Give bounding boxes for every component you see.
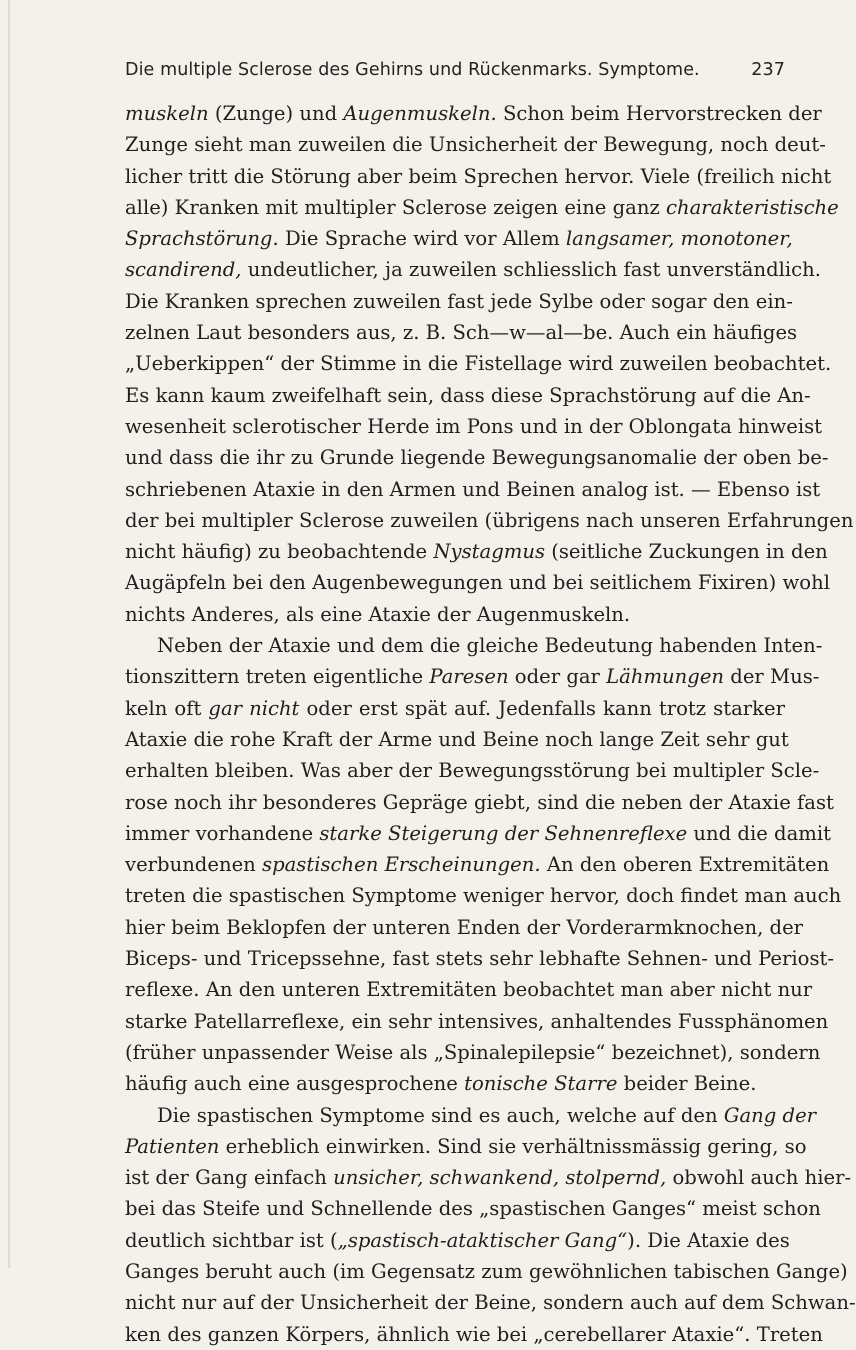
text-segment: Die Kranken sprechen zuweilen fast jede Sylbe oder sogar den ein- bbox=[125, 289, 793, 313]
text-line bbox=[125, 1006, 829, 1037]
emphasis-text: spastischen Erscheinungen. bbox=[262, 853, 541, 877]
text-segment: und die damit bbox=[687, 821, 832, 845]
text-segment: starke Patellarreflexe, ein sehr intensives, anhaltendes Fussphänomen bbox=[125, 1009, 829, 1033]
emphasis-text: unsicher, schwankend, stolpernd, bbox=[333, 1166, 667, 1190]
text-segment: zelnen Laut besonders aus, z. B. Sch—w—al—be. Auch ein häufiges bbox=[125, 321, 798, 345]
text-line bbox=[125, 192, 839, 223]
emphasis-text: Nystagmus bbox=[433, 540, 545, 564]
text-line bbox=[125, 630, 823, 661]
text-line bbox=[125, 317, 798, 348]
text-segment: bei das Steife und Schnellende des „spastischen Ganges“ meist schon bbox=[125, 1197, 821, 1221]
text-line bbox=[125, 505, 854, 536]
text-segment: Zunge sieht man zuweilen die Unsicherheit der Bewegung, noch deut- bbox=[125, 133, 826, 157]
text-line bbox=[125, 599, 785, 630]
text-line bbox=[125, 442, 829, 473]
text-line bbox=[125, 943, 835, 974]
text-segment: Schon beim Hervorstrecken der bbox=[496, 102, 822, 125]
text-segment: verbundenen bbox=[125, 853, 263, 877]
text-line bbox=[125, 161, 832, 192]
text-segment: der bei multipler Sclerose zuweilen (übrigens nach unseren Erfahrungen bbox=[125, 508, 854, 532]
text-segment: nicht nur auf der Unsicherheit der Beine, sondern auch auf dem Schwan- bbox=[125, 1291, 856, 1315]
text-segment: Es kann kaum zweifelhaft sein, dass diese Sprachstörung auf die An- bbox=[125, 383, 811, 407]
text-line bbox=[125, 254, 821, 285]
text-segment: nicht häufig) zu beobachtende bbox=[125, 540, 434, 564]
text-line bbox=[125, 1100, 817, 1131]
text-segment: Augäpfeln bei den Augenbewegungen und bei seitlichem Fixiren) wohl bbox=[125, 571, 830, 595]
body-text bbox=[125, 98, 856, 1350]
text-line bbox=[125, 1225, 790, 1256]
text-segment: Die Sprache wird vor Allem bbox=[278, 227, 566, 251]
text-line bbox=[125, 411, 823, 442]
text-segment: (seitliche Zuckungen in den bbox=[545, 540, 828, 564]
text-line bbox=[125, 849, 830, 880]
emphasis-text: Augenmuskeln. bbox=[343, 102, 497, 125]
text-segment: immer vorhandene bbox=[125, 821, 320, 845]
emphasis-text: Paresen bbox=[429, 665, 509, 689]
running-head-title: Die multiple Sclerose des Gehirns und Rückenmarks. Symptome. bbox=[125, 60, 700, 80]
page-number: 237 bbox=[751, 60, 785, 80]
text-segment: oder erst spät auf. Jedenfalls kann trotz starker bbox=[299, 696, 785, 720]
text-segment: ). Die Ataxie des bbox=[627, 1228, 790, 1252]
text-line bbox=[125, 223, 793, 254]
text-segment: An den oberen Extremitäten bbox=[540, 853, 830, 877]
text-segment: nichts Anderes, als eine Ataxie der Augenmuskeln. bbox=[125, 602, 631, 626]
page-gutter-shadow bbox=[8, 0, 11, 1268]
text-segment: keln oft bbox=[125, 696, 209, 720]
emphasis-text: gar nicht bbox=[208, 696, 300, 720]
text-segment: (früher unpassender Weise als „Spinalepilepsie“ bezeichnet), sondern bbox=[125, 1040, 821, 1064]
emphasis-text: Lähmungen bbox=[606, 665, 725, 689]
emphasis-text: Gang der bbox=[723, 1103, 817, 1127]
text-line bbox=[125, 1037, 821, 1068]
text-line bbox=[125, 1068, 785, 1099]
text-line bbox=[125, 974, 813, 1005]
emphasis-text: scandirend, bbox=[125, 258, 242, 282]
text-line bbox=[125, 693, 785, 724]
text-segment: Biceps- und Tricepssehne, fast stets sehr lebhafte Sehnen- und Periost- bbox=[125, 947, 835, 971]
text-line bbox=[125, 1256, 848, 1287]
text-line bbox=[125, 880, 842, 911]
text-segment: tionszittern treten eigentliche bbox=[125, 665, 430, 689]
text-line bbox=[125, 724, 789, 755]
text-segment: wesenheit sclerotischer Herde im Pons und in der Oblongata hinweist bbox=[125, 414, 823, 438]
text-segment: alle) Kranken mit multipler Sclerose zeigen eine ganz bbox=[125, 195, 667, 219]
text-line bbox=[125, 755, 820, 786]
text-segment: treten die spastischen Symptome weniger hervor, doch findet man auch bbox=[125, 884, 842, 908]
text-segment: hier beim Beklopfen der unteren Enden der Vorderarmknochen, der bbox=[125, 915, 804, 939]
emphasis-text: „spastisch-ataktischer Gang“ bbox=[337, 1228, 628, 1252]
text-segment: (Zunge) und bbox=[208, 102, 344, 125]
emphasis-text: langsamer, monotoner, bbox=[565, 227, 793, 251]
text-line bbox=[125, 380, 811, 411]
text-line bbox=[125, 348, 832, 379]
emphasis-text: muskeln bbox=[125, 102, 209, 125]
text-line bbox=[125, 474, 821, 505]
text-line bbox=[125, 1131, 807, 1162]
text-segment: deutlich sichtbar ist ( bbox=[125, 1228, 338, 1252]
text-segment: schriebenen Ataxie in den Armen und Beinen analog ist. — Ebenso ist bbox=[125, 477, 821, 501]
text-segment: beider Beine. bbox=[617, 1072, 757, 1096]
text-segment: rose noch ihr besonderes Gepräge giebt, sind die neben der Ataxie fast bbox=[125, 790, 834, 814]
text-line bbox=[125, 787, 834, 818]
text-segment: oder gar bbox=[508, 665, 607, 689]
running-head bbox=[125, 60, 785, 86]
text-line bbox=[125, 1193, 821, 1224]
text-segment: undeutlicher, ja zuweilen schliesslich fast unverständlich. bbox=[241, 258, 821, 282]
text-line bbox=[125, 98, 822, 129]
text-line bbox=[125, 1319, 823, 1350]
text-segment: Ganges beruht auch (im Gegensatz zum gewöhnlichen tabischen Gange) bbox=[125, 1259, 848, 1283]
text-segment: obwohl auch hier- bbox=[666, 1166, 852, 1190]
text-line bbox=[125, 129, 826, 160]
emphasis-text: Patienten bbox=[125, 1134, 220, 1158]
emphasis-text: charakteristische bbox=[666, 195, 839, 219]
text-segment: Ataxie die rohe Kraft der Arme und Beine noch lange Zeit sehr gut bbox=[125, 727, 789, 751]
text-line bbox=[125, 661, 820, 692]
text-segment: Neben der Ataxie und dem die gleiche Bedeutung habenden Inten- bbox=[157, 634, 823, 658]
text-segment: erhalten bleiben. Was aber der Bewegungsstörung bei multipler Scle- bbox=[125, 759, 820, 783]
text-segment: ken des ganzen Körpers, ähnlich wie bei „cerebellarer Ataxie“. Treten bbox=[125, 1322, 823, 1346]
text-segment: der Mus- bbox=[724, 665, 820, 689]
text-segment: „Ueberkippen“ der Stimme in die Fistellage wird zuweilen beobachtet. bbox=[125, 352, 832, 376]
text-segment: reflexe. An den unteren Extremitäten beobachtet man aber nicht nur bbox=[125, 978, 813, 1002]
emphasis-text: tonische Starre bbox=[464, 1072, 618, 1096]
text-line bbox=[125, 1287, 856, 1318]
text-line bbox=[125, 567, 830, 598]
text-segment: erheblich einwirken. Sind sie verhältnissmässig gering, so bbox=[219, 1134, 807, 1158]
text-line bbox=[125, 1162, 852, 1193]
emphasis-text: starke Steigerung der Sehnenreflexe bbox=[319, 821, 688, 845]
text-line bbox=[125, 818, 832, 849]
text-line bbox=[125, 536, 828, 567]
text-segment: Die spastischen Symptome sind es auch, welche auf den bbox=[157, 1103, 724, 1127]
text-segment: häufig auch eine ausgesprochene bbox=[125, 1072, 465, 1096]
emphasis-text: Sprachstörung. bbox=[125, 227, 279, 251]
text-segment: ist der Gang einfach bbox=[125, 1166, 334, 1190]
text-segment: licher tritt die Störung aber beim Sprechen hervor. Viele (freilich nicht bbox=[125, 164, 832, 188]
text-line bbox=[125, 286, 793, 317]
text-line bbox=[125, 912, 804, 943]
text-segment: und dass die ihr zu Grunde liegende Bewegungsanomalie der oben be- bbox=[125, 446, 829, 470]
